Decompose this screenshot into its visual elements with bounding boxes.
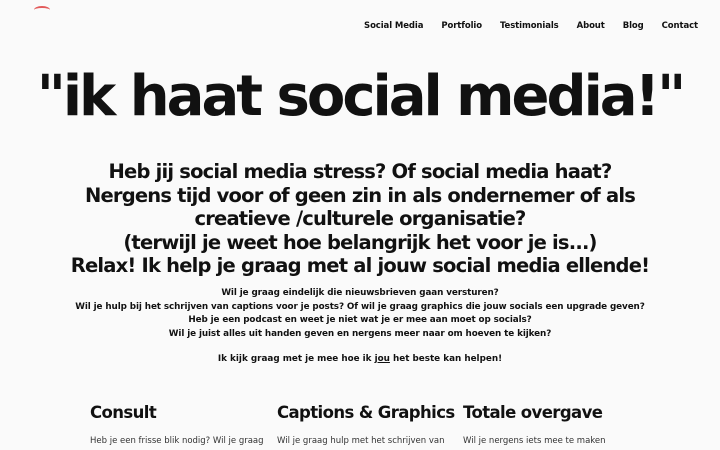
service-captions-graphics <box>277 402 477 449</box>
question-line: Wil je juist alles uit handen geven en nergens meer naar om hoeven te kijken? <box>168 329 552 340</box>
cta-text <box>60 354 660 364</box>
subheading-line: (terwijl je weet hoe belangrijk het voor je is...) <box>123 230 597 254</box>
service-title: Captions & Graphics <box>277 403 455 422</box>
cta-before: Ik kijk graag met je mee hoe ik <box>217 354 375 364</box>
service-text: Wil je nergens iets mee te maken <box>463 436 606 446</box>
service-totale-overgave <box>463 402 663 449</box>
subheading-line: Relax! Ik help je graag met al jouw social media ellende! <box>70 254 650 277</box>
nav-about[interactable]: About <box>576 21 605 31</box>
nav-social-media[interactable]: Social Media <box>364 21 424 31</box>
subheading-line: Heb jij social media stress? Of social media haat? <box>108 160 612 183</box>
logo[interactable] <box>34 6 50 10</box>
service-consult <box>90 402 290 449</box>
cta-after: het beste kan helpen! <box>389 354 503 364</box>
nav-portfolio[interactable]: Portfolio <box>441 21 482 31</box>
service-title: Consult <box>90 403 157 422</box>
service-text: Heb je een frisse blik nodig? Wil je graag <box>90 436 264 446</box>
cta-underlined: jou <box>374 354 390 364</box>
logo-mark-icon <box>34 6 50 14</box>
subheading <box>60 160 660 278</box>
main-nav <box>346 21 698 31</box>
subheading-line: Nergens tijd voor of geen zin in als ondernemer of als <box>84 183 636 207</box>
question-line: Heb je een podcast en weet je niet wat je er mee aan moet op socials? <box>188 315 532 326</box>
question-line: Wil je hulp bij het schrijven van captions voor je posts? Of wil je graag graphics die jouw socials een upgrade geven? <box>75 301 645 312</box>
nav-testimonials[interactable]: Testimonials <box>499 21 559 31</box>
subheading-line: creatieve /culturele organisatie? <box>194 207 526 230</box>
service-text: Wil je graag hulp met het schrijven van <box>277 436 445 446</box>
questions-list <box>60 287 660 342</box>
nav-blog[interactable]: Blog <box>622 21 644 31</box>
question-line: Wil je graag eindelijk die nieuwsbrieven gaan versturen? <box>221 288 499 298</box>
service-title: Totale overgave <box>463 403 603 422</box>
nav-contact[interactable]: Contact <box>661 21 698 31</box>
hero-title: "ik haat social media!" <box>36 64 684 129</box>
